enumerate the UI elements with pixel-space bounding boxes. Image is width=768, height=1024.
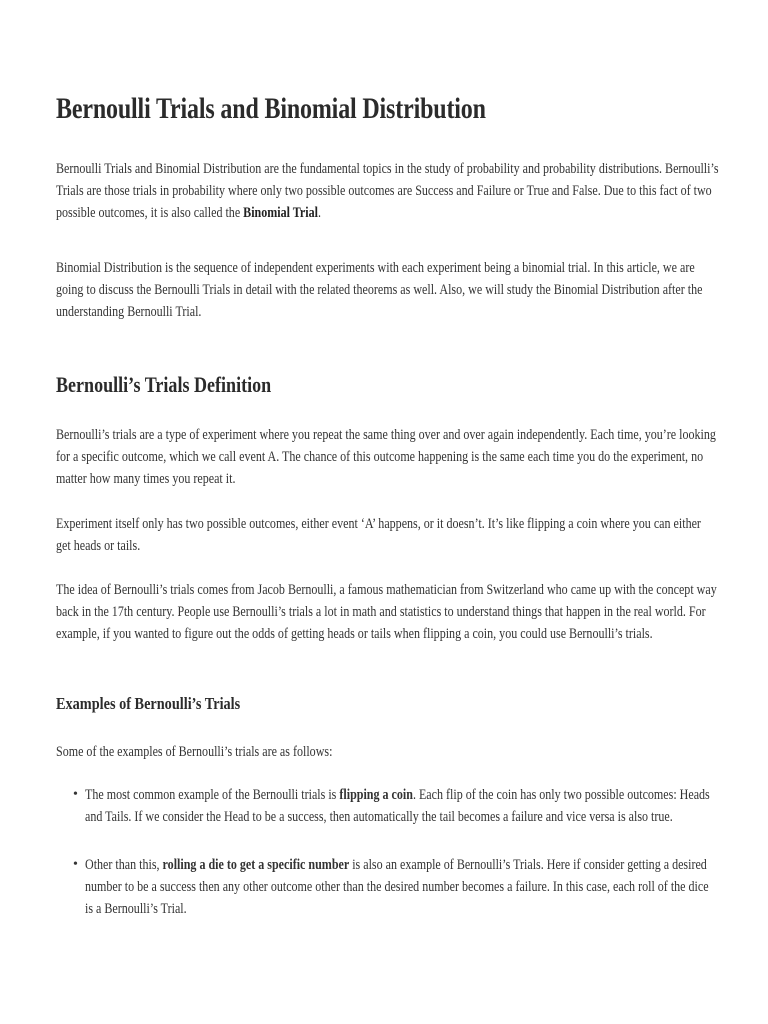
flipping-a-coin-term: flipping a coin [339, 787, 413, 803]
list-item-text [85, 784, 716, 828]
section-heading-examples: Examples of Bernoulli’s Trials [56, 694, 241, 713]
rolling-a-die-term: rolling a die to get a specific number [162, 857, 350, 873]
intro-paragraph-2: Binomial Distribution is the sequence of independent experiments with each experiment being a binomial trial. In this article, we are going to discuss the Bernoulli Trials in detail with the related theorems as well. Also, we will study the Binomial Distribution after the understanding Bernoulli Trial. [56, 260, 703, 320]
list-item-text [85, 854, 716, 920]
bullet-icon: • [73, 857, 78, 872]
list-item-text-start: The most common example of the Bernoulli trials is [85, 787, 340, 803]
definition-paragraph-3: The idea of Bernoulli’s trials comes from Jacob Bernoulli, a famous mathematician from Switzerland who came up with the concept way back in the 17th century. People use Bernoulli’s trials a lot in math and statistics to understand things that happen in the real world. For example, if you wanted to figure out the odds of getting heads or tails when flipping a coin, you could use Bernoulli’s trials. [56, 582, 717, 642]
examples-intro: Some of the examples of Bernoulli’s trials are as follows: [56, 744, 333, 760]
list-item-text-start: Other than this, [85, 857, 163, 873]
list-item-text-end: . Each flip of the coin has only two possible outcomes: Heads and Tails. If we consider the Head to be a success, then automatically the tail becomes a failure and vice versa is also true. [85, 787, 710, 825]
bullet-icon: • [73, 787, 78, 802]
definition-paragraph-1: Bernoulli’s trials are a type of experiment where you repeat the same thing over and over again independently. Each time, you’re looking for a specific outcome, which we call event A. The chance of this outcome happening is the same each time you do the experiment, no matter how many times you repeat it. [56, 427, 716, 487]
intro-1-text: Bernoulli Trials and Binomial Distribution are the fundamental topics in the study of probability and probability distributions. Bernoulli’s Trials are those trials in probability where only two possible outcomes are Success and Failure or True and False. Due to this fact of two possible outcomes, it is also called the [56, 161, 719, 221]
list-item-text-end: is also an example of Bernoulli’s Trials. Here if consider getting a desired number to be a success then any other outcome other than the desired number becomes a failure. In this case, each roll of the dice is a Bernoulli’s Trial. [85, 857, 709, 917]
section-heading-definition: Bernoulli’s Trials Definition [56, 372, 272, 397]
binomial-trial-term: Binomial Trial [243, 205, 318, 221]
page-title: Bernoulli Trials and Binomial Distribution [56, 92, 486, 125]
definition-paragraph-2: Experiment itself only has two possible outcomes, either event ‘A’ happens, or it doesn’t. It’s like flipping a coin where you can either get heads or tails. [56, 516, 701, 554]
intro-paragraph-1 [56, 158, 720, 224]
intro-1-end: . [317, 205, 321, 221]
